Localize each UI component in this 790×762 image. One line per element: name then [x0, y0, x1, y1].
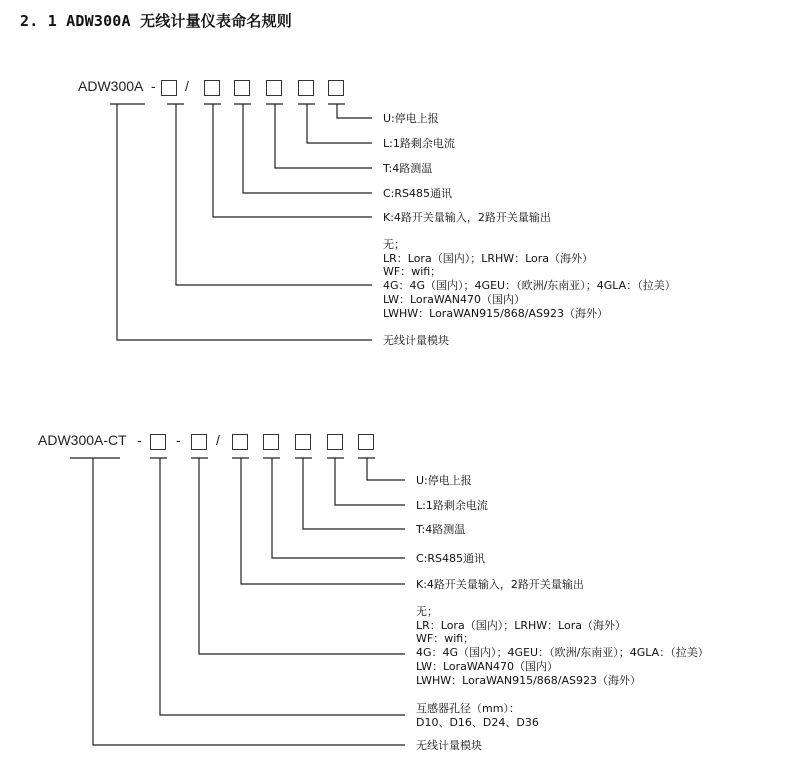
slash-separator: /: [216, 432, 220, 448]
label-t-temperature: T:4路测温: [383, 162, 433, 175]
slash-separator: /: [185, 78, 189, 94]
ct-aperture-values: D10、D16、D24、D36: [416, 715, 539, 729]
comm-option: 4G：4G（国内）；4GEU：（欧洲/东南亚）；4GLA：（拉美）: [416, 646, 709, 660]
dash-separator: -: [137, 432, 142, 448]
comm-option: 无；: [416, 605, 438, 618]
label-u-power-outage: U:停电上报: [416, 474, 472, 487]
label-c-rs485: C:RS485通讯: [383, 187, 453, 200]
label-t-temperature: T:4路测温: [416, 523, 466, 536]
model-prefix: ADW300A-CT: [38, 432, 127, 448]
model-prefix: ADW300A: [78, 78, 144, 94]
label-k-switch-io: K:4路开关量输入，2路开关量输出: [383, 211, 551, 224]
comm-option: LWHW：LoraWAN915/868/AS923（海外）: [383, 306, 609, 320]
ct-aperture-title: 互感器孔径（mm）：: [416, 702, 520, 715]
label-u-power-outage: U:停电上报: [383, 112, 439, 125]
dash-separator: -: [151, 78, 156, 94]
comm-option: 无；: [383, 238, 405, 251]
comm-option: WF：wifi；: [383, 265, 442, 279]
label-c-rs485: C:RS485通讯: [416, 552, 486, 565]
label-k-switch-io: K:4路开关量输入，2路开关量输出: [416, 578, 584, 591]
label-comm-options: [416, 605, 709, 687]
comm-option: LW：LoraWAN470（国内）: [416, 659, 558, 673]
section-heading: 2. 1 ADW300A 无线计量仪表命名规则: [20, 12, 293, 30]
label-l-residual-current: L:1路剩余电流: [383, 137, 455, 150]
comm-option: 4G：4G（国内）；4GEU：（欧洲/东南亚）；4GLA：（拉美）: [383, 279, 676, 293]
label-l-residual-current: L:1路剩余电流: [416, 499, 488, 512]
comm-option: LR：Lora（国内）；LRHW：Lora（海外）: [416, 618, 627, 632]
comm-option: LR：Lora（国内）；LRHW：Lora（海外）: [383, 251, 594, 265]
dash-separator: -: [176, 432, 181, 448]
label-base-module: 无线计量模块: [416, 739, 482, 752]
comm-option: LWHW：LoraWAN915/868/AS923（海外）: [416, 673, 642, 687]
label-ct-aperture: [416, 702, 539, 729]
label-base-module: 无线计量模块: [383, 334, 449, 347]
comm-option: LW：LoraWAN470（国内）: [383, 292, 525, 306]
comm-option: WF：wifi；: [416, 632, 475, 646]
